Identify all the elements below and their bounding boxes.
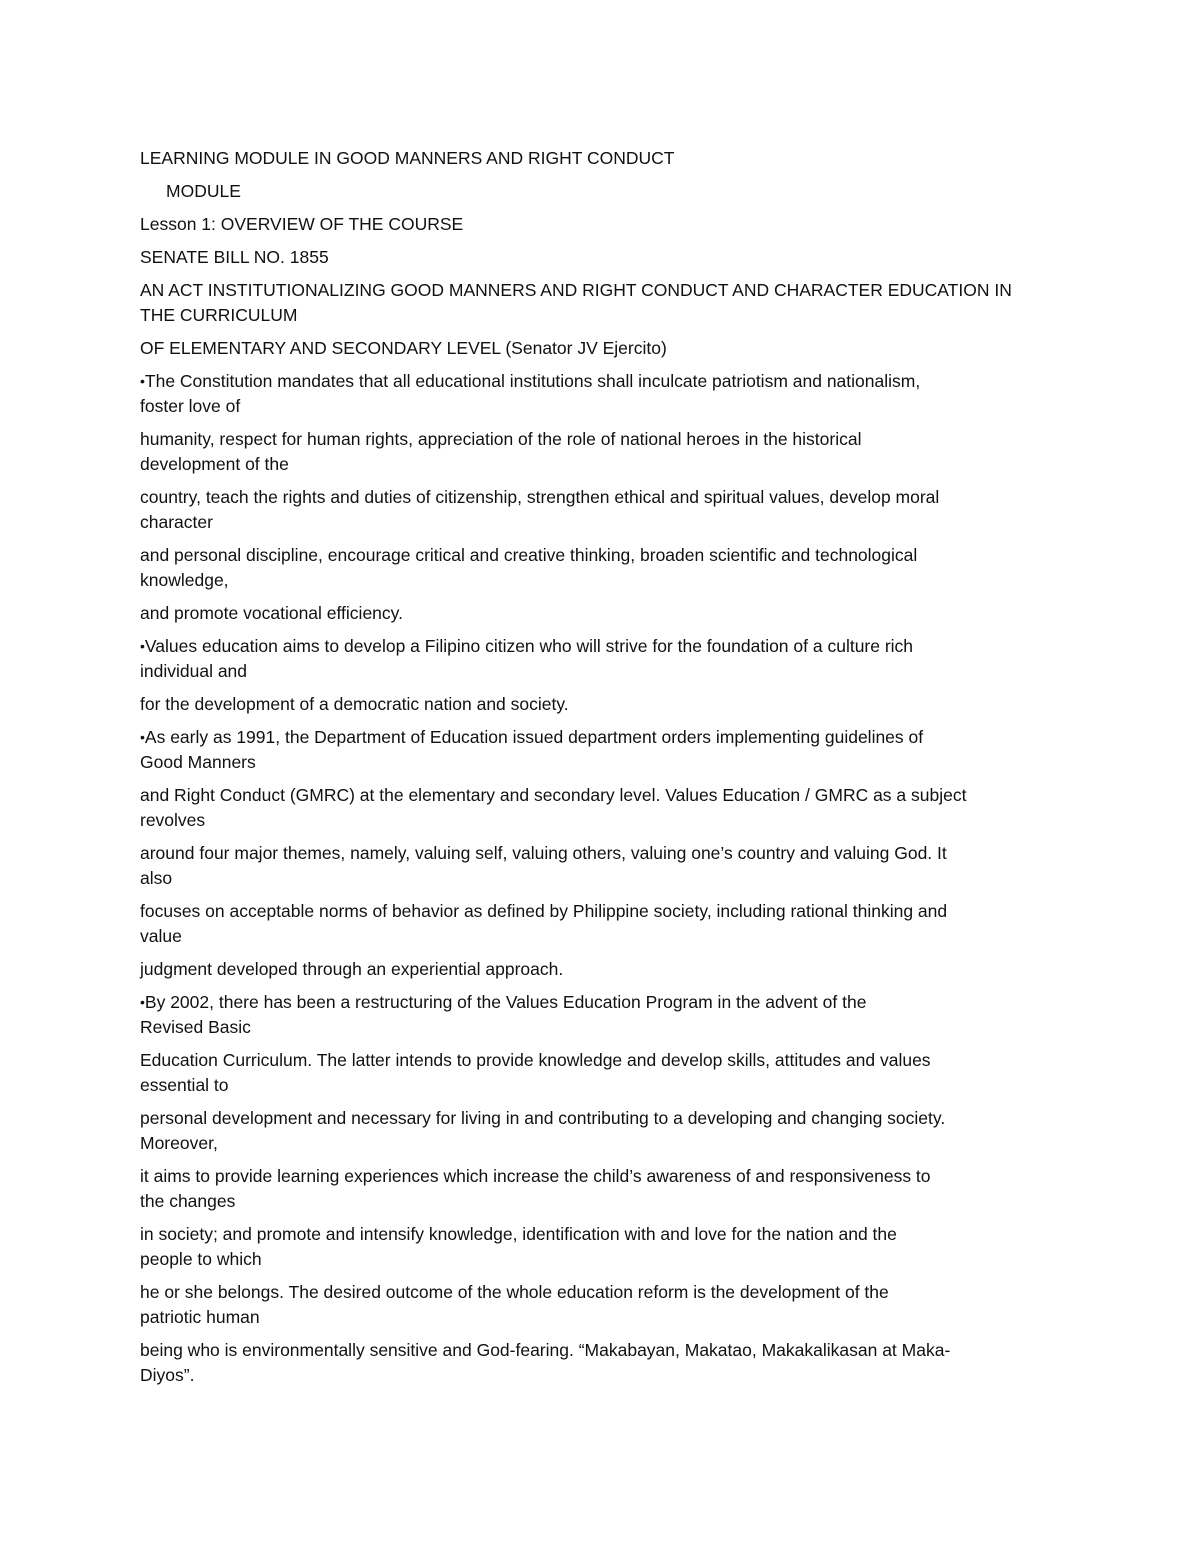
paragraph-line (140, 1048, 1060, 1098)
paragraph-text: the changes (140, 1191, 236, 1211)
paragraph-text: country, teach the rights and duties of citizenship, strengthen ethical and spiritual values, develop moral (140, 487, 940, 507)
paragraph-text: also (140, 868, 173, 888)
act-title-line: THE CURRICULUM (140, 305, 298, 325)
paragraph-text: Revised Basic (140, 1017, 251, 1037)
paragraph-line (140, 1338, 1060, 1388)
module-label: MODULE (166, 181, 241, 201)
paragraph-text: being who is environmentally sensitive and God-fearing. “Makabayan, Makatao, Makakalikasan at Maka- (140, 1340, 951, 1360)
act-title-line: AN ACT INSTITUTIONALIZING GOOD MANNERS AND RIGHT CONDUCT AND CHARACTER EDUCATION IN (140, 280, 1012, 300)
paragraph-line (140, 990, 1060, 1040)
paragraph-text: in society; and promote and intensify knowledge, identification with and love for the nation and the (140, 1224, 897, 1244)
paragraph-text: and Right Conduct (GMRC) at the elementary and secondary level. Values Education / GMRC as a subject (140, 785, 967, 805)
paragraph-line (140, 369, 1060, 419)
paragraph-text: Values education aims to develop a Filipino citizen who will strive for the foundation of a culture rich (144, 636, 914, 656)
bullet-icon: • (140, 638, 145, 654)
paragraph-text: essential to (140, 1075, 229, 1095)
paragraph-text: focuses on acceptable norms of behavior as defined by Philippine society, including rational thinking and (140, 901, 948, 921)
paragraph-text: As early as 1991, the Department of Education issued department orders implementing guidelines of (144, 727, 924, 747)
paragraph-text: knowledge, (140, 570, 229, 590)
act-title-continuation: OF ELEMENTARY AND SECONDARY LEVEL (Senator JV Ejercito) (140, 338, 667, 358)
paragraph-line (140, 427, 1060, 477)
paragraph-line (140, 543, 1060, 593)
paragraph-line: for the development of a democratic nation and society. (140, 694, 569, 714)
paragraph-line: judgment developed through an experiential approach. (140, 959, 564, 979)
document-title: LEARNING MODULE IN GOOD MANNERS AND RIGHT CONDUCT (140, 148, 675, 168)
paragraph-text: revolves (140, 810, 206, 830)
paragraph-text: and personal discipline, encourage critical and creative thinking, broaden scientific and technological (140, 545, 918, 565)
paragraph-text: around four major themes, namely, valuing self, valuing others, valuing one’s country and valuing God. It (140, 843, 947, 863)
paragraph-line (140, 725, 1060, 775)
paragraph-text: Moreover, (140, 1133, 218, 1153)
paragraph-line (140, 1280, 1060, 1330)
paragraph-text: Diyos”. (140, 1365, 195, 1385)
paragraph-text: development of the (140, 454, 289, 474)
paragraph-text: he or she belongs. The desired outcome of the whole education reform is the development of the (140, 1282, 889, 1302)
paragraph-text: individual and (140, 661, 248, 681)
paragraph-text: foster love of (140, 396, 241, 416)
paragraph-line (140, 783, 1060, 833)
paragraph-line (140, 841, 1060, 891)
paragraph-line: and promote vocational efficiency. (140, 603, 403, 623)
paragraph-line (140, 899, 1060, 949)
senate-bill-number: SENATE BILL NO. 1855 (140, 247, 329, 267)
paragraph-text: character (140, 512, 213, 532)
paragraph-text: value (140, 926, 182, 946)
paragraph-text: The Constitution mandates that all educational institutions shall inculcate patriotism and nationalism, (144, 371, 921, 391)
paragraph-text: personal development and necessary for living in and contributing to a developing and changing society. (140, 1108, 946, 1128)
paragraph-text: people to which (140, 1249, 262, 1269)
paragraph-text: Good Manners (140, 752, 256, 772)
lesson-heading: Lesson 1: OVERVIEW OF THE COURSE (140, 214, 464, 234)
paragraph-line (140, 1106, 1060, 1156)
paragraph-line (140, 485, 1060, 535)
paragraph-line (140, 1164, 1060, 1214)
paragraph-text: it aims to provide learning experiences which increase the child’s awareness of and responsiveness to (140, 1166, 931, 1186)
bullet-icon: • (140, 373, 145, 389)
paragraph-line (140, 634, 1060, 684)
paragraph-text: humanity, respect for human rights, appreciation of the role of national heroes in the historical (140, 429, 862, 449)
bullet-icon: • (140, 729, 145, 745)
act-title (140, 278, 1060, 328)
paragraph-line (140, 1222, 1060, 1272)
paragraph-text: patriotic human (140, 1307, 260, 1327)
paragraph-text: Education Curriculum. The latter intends to provide knowledge and develop skills, attitudes and values (140, 1050, 931, 1070)
document-page (140, 146, 1060, 1396)
paragraph-text: By 2002, there has been a restructuring of the Values Education Program in the advent of the (144, 992, 867, 1012)
bullet-icon: • (140, 994, 145, 1010)
